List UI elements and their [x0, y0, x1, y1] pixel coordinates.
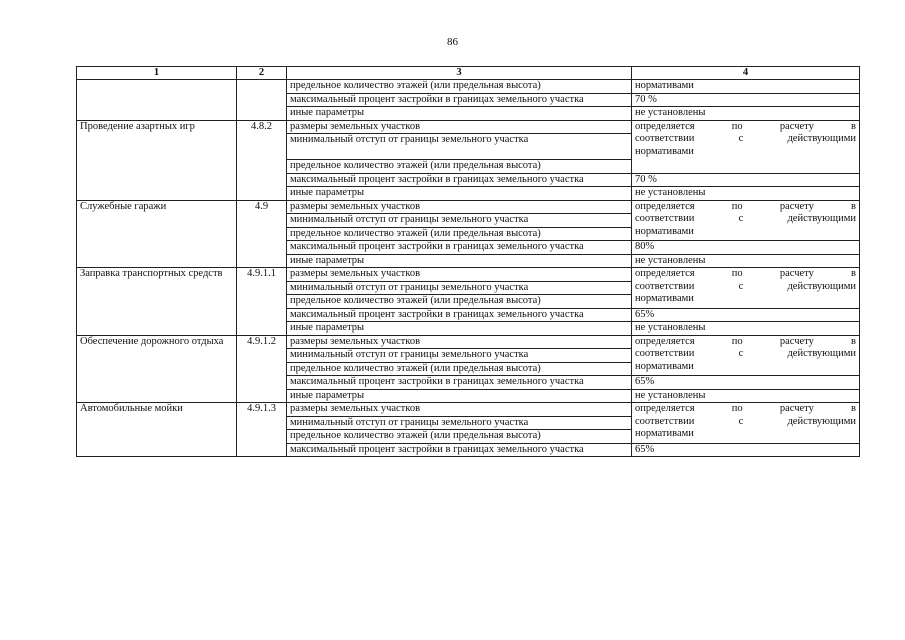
name-cell: Заправка транспортных средств — [77, 268, 237, 336]
calc-line: определяется по расчету в — [635, 120, 856, 132]
calc-line: нормативами — [635, 428, 694, 439]
code-cell — [237, 80, 287, 121]
param-cell: предельное количество этажей (или предельная высота) — [287, 160, 632, 174]
page-number: 86 — [447, 36, 458, 48]
value-cell — [632, 403, 860, 444]
value-cell — [632, 200, 860, 241]
table-row — [77, 80, 860, 94]
param-cell: максимальный процент застройки в границах земельного участка — [287, 308, 632, 322]
calc-line: определяется по расчету в — [635, 335, 856, 347]
table-row — [77, 268, 860, 282]
header-col-2: 2 — [237, 67, 287, 80]
value-cell: 80% — [632, 241, 860, 255]
code-cell: 4.8.2 — [237, 120, 287, 200]
calc-line: соответствии с действующими — [635, 133, 856, 144]
calc-line: нормативами — [635, 225, 694, 237]
param-cell: предельное количество этажей (или предельная высота) — [287, 295, 632, 309]
param-cell: максимальный процент застройки в границах земельного участка — [287, 241, 632, 255]
param-cell: минимальный отступ от границы земельного участка — [287, 416, 632, 430]
param-cell: минимальный отступ от границы земельного участка — [287, 134, 632, 160]
table-row — [77, 200, 860, 214]
name-cell: Проведение азартных игр — [77, 120, 237, 200]
param-cell: размеры земельных участков — [287, 403, 632, 417]
calc-line: соответствии с действующими — [635, 348, 856, 359]
table-row — [77, 403, 860, 417]
param-cell: иные параметры — [287, 389, 632, 403]
param-cell: иные параметры — [287, 107, 632, 121]
name-cell: Автомобильные мойки — [77, 403, 237, 457]
value-cell: 65% — [632, 443, 860, 457]
value-cell: не установлены — [632, 187, 860, 201]
calc-line: определяется по расчету в — [635, 268, 856, 279]
param-cell: размеры земельных участков — [287, 268, 632, 282]
param-cell: размеры земельных участков — [287, 120, 632, 134]
calc-line: соответствии с действующими — [635, 280, 856, 292]
value-cell: не установлены — [632, 389, 860, 403]
calc-line: нормативами — [635, 360, 694, 372]
table-row — [77, 335, 860, 349]
value-cell: не установлены — [632, 107, 860, 121]
code-cell: 4.9.1.2 — [237, 335, 287, 403]
value-cell: 65% — [632, 308, 860, 322]
value-cell: не установлены — [632, 254, 860, 268]
value-cell — [632, 268, 860, 309]
param-cell: размеры земельных участков — [287, 200, 632, 214]
calc-line: нормативами — [635, 145, 694, 157]
calc-line: нормативами — [635, 293, 694, 304]
param-cell: максимальный процент застройки в границах земельного участка — [287, 443, 632, 457]
calc-line: соответствии с действующими — [635, 213, 856, 224]
param-cell: предельное количество этажей (или предельная высота) — [287, 80, 632, 94]
table-row — [77, 120, 860, 134]
name-cell: Обеспечение дорожного отдыха — [77, 335, 237, 403]
name-cell — [77, 80, 237, 121]
param-cell: предельное количество этажей (или предельная высота) — [287, 362, 632, 376]
value-cell: 70 % — [632, 93, 860, 107]
param-cell: максимальный процент застройки в границах земельного участка — [287, 93, 632, 107]
value-cell: 70 % — [632, 173, 860, 187]
param-cell: иные параметры — [287, 322, 632, 336]
param-cell: минимальный отступ от границы земельного участка — [287, 281, 632, 295]
code-cell: 4.9.1.1 — [237, 268, 287, 336]
param-cell: размеры земельных участков — [287, 335, 632, 349]
header-col-3: 3 — [287, 67, 632, 80]
value-cell: 65% — [632, 376, 860, 390]
code-cell: 4.9 — [237, 200, 287, 268]
param-cell: максимальный процент застройки в границах земельного участка — [287, 173, 632, 187]
param-cell: иные параметры — [287, 254, 632, 268]
header-col-4: 4 — [632, 67, 860, 80]
value-cell — [632, 120, 860, 173]
param-cell: минимальный отступ от границы земельного участка — [287, 214, 632, 228]
header-row — [77, 67, 860, 80]
code-cell: 4.9.1.3 — [237, 403, 287, 457]
value-cell: не установлены — [632, 322, 860, 336]
calc-line: определяется по расчету в — [635, 403, 856, 414]
name-cell: Служебные гаражи — [77, 200, 237, 268]
value-cell — [632, 335, 860, 376]
param-cell: минимальный отступ от границы земельного участка — [287, 349, 632, 363]
calc-line: определяется по расчету в — [635, 200, 856, 212]
zoning-parameters-table — [76, 66, 860, 457]
calc-line: соответствии с действующими — [635, 415, 856, 427]
value-cell: нормативами — [632, 80, 860, 94]
header-col-1: 1 — [77, 67, 237, 80]
param-cell: предельное количество этажей (или предельная высота) — [287, 430, 632, 444]
param-cell: предельное количество этажей (или предельная высота) — [287, 227, 632, 241]
param-cell: иные параметры — [287, 187, 632, 201]
param-cell: максимальный процент застройки в границах земельного участка — [287, 376, 632, 390]
